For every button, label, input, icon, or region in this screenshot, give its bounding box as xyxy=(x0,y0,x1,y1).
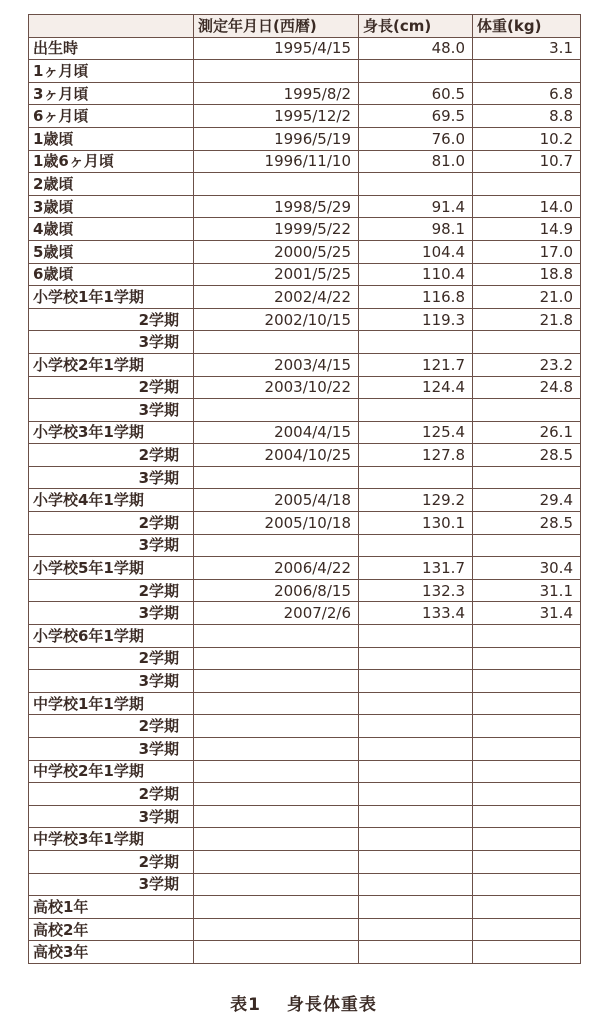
cell-weight xyxy=(473,828,581,851)
row-label: 6歳頃 xyxy=(29,263,194,286)
cell-height: 60.5 xyxy=(359,82,473,105)
row-label: 4歳頃 xyxy=(29,218,194,241)
cell-height: 91.4 xyxy=(359,195,473,218)
table-row xyxy=(29,173,581,196)
cell-weight: 23.2 xyxy=(473,353,581,376)
row-label: 小学校6年1学期 xyxy=(29,625,194,648)
row-label: 3学期 xyxy=(29,805,194,828)
row-label: 1ヶ月頃 xyxy=(29,60,194,83)
caption-title: 身長体重表 xyxy=(286,995,377,1015)
table-row xyxy=(29,444,581,467)
cell-height: 125.4 xyxy=(359,421,473,444)
row-label: 3学期 xyxy=(29,399,194,422)
cell-height xyxy=(359,850,473,873)
table-row xyxy=(29,331,581,354)
cell-height xyxy=(359,896,473,919)
row-label: 小学校4年1学期 xyxy=(29,489,194,512)
cell-measure-date: 2001/5/25 xyxy=(194,263,359,286)
row-label: 中学校2年1学期 xyxy=(29,760,194,783)
cell-height xyxy=(359,738,473,761)
cell-height: 129.2 xyxy=(359,489,473,512)
cell-measure-date: 2004/4/15 xyxy=(194,421,359,444)
table-row xyxy=(29,783,581,806)
row-label: 1歳頃 xyxy=(29,127,194,150)
row-label: 2学期 xyxy=(29,647,194,670)
cell-height xyxy=(359,60,473,83)
cell-height: 121.7 xyxy=(359,353,473,376)
table-row xyxy=(29,512,581,535)
row-label: 5歳頃 xyxy=(29,240,194,263)
cell-measure-date xyxy=(194,715,359,738)
cell-weight: 24.8 xyxy=(473,376,581,399)
cell-height xyxy=(359,534,473,557)
row-label: 高校1年 xyxy=(29,896,194,919)
cell-weight xyxy=(473,896,581,919)
cell-weight xyxy=(473,331,581,354)
table-row xyxy=(29,489,581,512)
table-row xyxy=(29,692,581,715)
row-label: 2学期 xyxy=(29,850,194,873)
row-label: 6ヶ月頃 xyxy=(29,105,194,128)
cell-measure-date xyxy=(194,805,359,828)
cell-height xyxy=(359,941,473,964)
cell-height: 69.5 xyxy=(359,105,473,128)
cell-weight: 31.1 xyxy=(473,579,581,602)
cell-measure-date xyxy=(194,331,359,354)
cell-height: 48.0 xyxy=(359,37,473,60)
row-label: 3ヶ月頃 xyxy=(29,82,194,105)
row-label: 2学期 xyxy=(29,715,194,738)
row-label: 小学校3年1学期 xyxy=(29,421,194,444)
cell-weight xyxy=(473,399,581,422)
cell-height: 127.8 xyxy=(359,444,473,467)
cell-measure-date: 1996/11/10 xyxy=(194,150,359,173)
row-label: 3学期 xyxy=(29,670,194,693)
table-row xyxy=(29,308,581,331)
cell-measure-date xyxy=(194,60,359,83)
table-row xyxy=(29,557,581,580)
cell-weight: 28.5 xyxy=(473,512,581,535)
table-row xyxy=(29,263,581,286)
cell-weight xyxy=(473,534,581,557)
table-row xyxy=(29,105,581,128)
table-row xyxy=(29,399,581,422)
cell-weight: 10.2 xyxy=(473,127,581,150)
cell-measure-date xyxy=(194,850,359,873)
cell-measure-date xyxy=(194,534,359,557)
table-row xyxy=(29,941,581,964)
header-measure-date: 測定年月日(西暦) xyxy=(194,15,359,38)
cell-measure-date: 2004/10/25 xyxy=(194,444,359,467)
table-row xyxy=(29,715,581,738)
cell-weight xyxy=(473,466,581,489)
cell-height: 124.4 xyxy=(359,376,473,399)
cell-weight: 18.8 xyxy=(473,263,581,286)
table-row xyxy=(29,218,581,241)
cell-weight: 6.8 xyxy=(473,82,581,105)
cell-height xyxy=(359,918,473,941)
table-row xyxy=(29,240,581,263)
table-row xyxy=(29,760,581,783)
cell-measure-date xyxy=(194,466,359,489)
table-row xyxy=(29,127,581,150)
table-row xyxy=(29,918,581,941)
header-height: 身長(cm) xyxy=(359,15,473,38)
cell-weight xyxy=(473,850,581,873)
row-label: 3学期 xyxy=(29,466,194,489)
cell-measure-date xyxy=(194,873,359,896)
cell-weight: 31.4 xyxy=(473,602,581,625)
table-row xyxy=(29,195,581,218)
cell-weight xyxy=(473,173,581,196)
table-row xyxy=(29,896,581,919)
cell-weight: 14.9 xyxy=(473,218,581,241)
cell-height: 133.4 xyxy=(359,602,473,625)
cell-measure-date: 2003/10/22 xyxy=(194,376,359,399)
cell-weight xyxy=(473,738,581,761)
row-label: 1歳6ヶ月頃 xyxy=(29,150,194,173)
cell-measure-date xyxy=(194,783,359,806)
cell-height xyxy=(359,715,473,738)
table-row xyxy=(29,738,581,761)
row-label: 3学期 xyxy=(29,534,194,557)
cell-height xyxy=(359,399,473,422)
cell-weight: 30.4 xyxy=(473,557,581,580)
cell-weight xyxy=(473,783,581,806)
table-row xyxy=(29,466,581,489)
table-row xyxy=(29,353,581,376)
table-row xyxy=(29,376,581,399)
cell-height xyxy=(359,331,473,354)
row-label: 2学期 xyxy=(29,376,194,399)
cell-measure-date xyxy=(194,828,359,851)
row-label: 2学期 xyxy=(29,512,194,535)
table-body xyxy=(29,37,581,963)
cell-weight: 21.8 xyxy=(473,308,581,331)
cell-measure-date: 2006/8/15 xyxy=(194,579,359,602)
cell-weight: 3.1 xyxy=(473,37,581,60)
cell-weight xyxy=(473,60,581,83)
cell-height: 116.8 xyxy=(359,286,473,309)
cell-weight: 28.5 xyxy=(473,444,581,467)
row-label: 小学校5年1学期 xyxy=(29,557,194,580)
cell-measure-date xyxy=(194,399,359,422)
cell-height xyxy=(359,173,473,196)
row-label: 3学期 xyxy=(29,738,194,761)
table-row xyxy=(29,286,581,309)
header-age-period xyxy=(29,15,194,38)
cell-measure-date: 2002/4/22 xyxy=(194,286,359,309)
cell-weight xyxy=(473,625,581,648)
table-row xyxy=(29,850,581,873)
table-row xyxy=(29,647,581,670)
cell-measure-date: 1995/8/2 xyxy=(194,82,359,105)
cell-height: 132.3 xyxy=(359,579,473,602)
cell-height: 131.7 xyxy=(359,557,473,580)
row-label: 2学期 xyxy=(29,444,194,467)
cell-height xyxy=(359,647,473,670)
table-row xyxy=(29,579,581,602)
table-row xyxy=(29,602,581,625)
cell-measure-date xyxy=(194,941,359,964)
row-label: 3歳頃 xyxy=(29,195,194,218)
cell-weight: 17.0 xyxy=(473,240,581,263)
cell-weight: 8.8 xyxy=(473,105,581,128)
cell-weight xyxy=(473,805,581,828)
cell-measure-date xyxy=(194,760,359,783)
cell-measure-date xyxy=(194,647,359,670)
cell-weight: 29.4 xyxy=(473,489,581,512)
row-label: 高校3年 xyxy=(29,941,194,964)
cell-measure-date: 2000/5/25 xyxy=(194,240,359,263)
cell-measure-date: 1999/5/22 xyxy=(194,218,359,241)
growth-table-sheet xyxy=(28,14,580,964)
cell-weight xyxy=(473,692,581,715)
cell-weight: 10.7 xyxy=(473,150,581,173)
cell-weight: 14.0 xyxy=(473,195,581,218)
row-label: 小学校2年1学期 xyxy=(29,353,194,376)
cell-height xyxy=(359,873,473,896)
cell-measure-date: 2005/10/18 xyxy=(194,512,359,535)
table-caption xyxy=(0,990,607,1015)
table-row xyxy=(29,37,581,60)
row-label: 2学期 xyxy=(29,579,194,602)
cell-weight: 21.0 xyxy=(473,286,581,309)
table-row xyxy=(29,421,581,444)
table-row xyxy=(29,873,581,896)
cell-measure-date: 1995/4/15 xyxy=(194,37,359,60)
cell-height xyxy=(359,783,473,806)
table-row xyxy=(29,82,581,105)
cell-weight: 26.1 xyxy=(473,421,581,444)
cell-weight xyxy=(473,760,581,783)
row-label: 3学期 xyxy=(29,873,194,896)
cell-height: 76.0 xyxy=(359,127,473,150)
row-label: 2学期 xyxy=(29,308,194,331)
cell-measure-date: 2007/2/6 xyxy=(194,602,359,625)
cell-weight xyxy=(473,715,581,738)
cell-measure-date: 1995/12/2 xyxy=(194,105,359,128)
cell-height xyxy=(359,692,473,715)
cell-measure-date xyxy=(194,625,359,648)
cell-height: 104.4 xyxy=(359,240,473,263)
cell-height xyxy=(359,466,473,489)
cell-height: 81.0 xyxy=(359,150,473,173)
cell-measure-date xyxy=(194,918,359,941)
row-label: 2歳頃 xyxy=(29,173,194,196)
cell-measure-date xyxy=(194,896,359,919)
cell-height xyxy=(359,760,473,783)
cell-height xyxy=(359,828,473,851)
table-row xyxy=(29,625,581,648)
cell-measure-date: 1996/5/19 xyxy=(194,127,359,150)
row-label: 高校2年 xyxy=(29,918,194,941)
cell-height xyxy=(359,670,473,693)
cell-measure-date: 1998/5/29 xyxy=(194,195,359,218)
table-row xyxy=(29,60,581,83)
cell-measure-date xyxy=(194,173,359,196)
cell-height: 110.4 xyxy=(359,263,473,286)
table-header-row xyxy=(29,15,581,38)
cell-measure-date xyxy=(194,738,359,761)
table-row xyxy=(29,150,581,173)
height-weight-table xyxy=(28,14,581,964)
cell-weight xyxy=(473,941,581,964)
cell-measure-date: 2005/4/18 xyxy=(194,489,359,512)
table-row xyxy=(29,534,581,557)
cell-weight xyxy=(473,918,581,941)
row-label: 出生時 xyxy=(29,37,194,60)
row-label: 中学校1年1学期 xyxy=(29,692,194,715)
row-label: 3学期 xyxy=(29,331,194,354)
row-label: 2学期 xyxy=(29,783,194,806)
cell-measure-date: 2002/10/15 xyxy=(194,308,359,331)
table-row xyxy=(29,670,581,693)
cell-height: 130.1 xyxy=(359,512,473,535)
cell-measure-date: 2003/4/15 xyxy=(194,353,359,376)
caption-number: 表1 xyxy=(230,995,261,1015)
cell-measure-date xyxy=(194,692,359,715)
row-label: 小学校1年1学期 xyxy=(29,286,194,309)
table-row xyxy=(29,805,581,828)
cell-weight xyxy=(473,647,581,670)
cell-measure-date: 2006/4/22 xyxy=(194,557,359,580)
cell-height xyxy=(359,805,473,828)
header-weight: 体重(kg) xyxy=(473,15,581,38)
cell-height: 119.3 xyxy=(359,308,473,331)
table-row xyxy=(29,828,581,851)
cell-height: 98.1 xyxy=(359,218,473,241)
cell-height xyxy=(359,625,473,648)
cell-measure-date xyxy=(194,670,359,693)
row-label: 3学期 xyxy=(29,602,194,625)
cell-weight xyxy=(473,873,581,896)
cell-weight xyxy=(473,670,581,693)
row-label: 中学校3年1学期 xyxy=(29,828,194,851)
